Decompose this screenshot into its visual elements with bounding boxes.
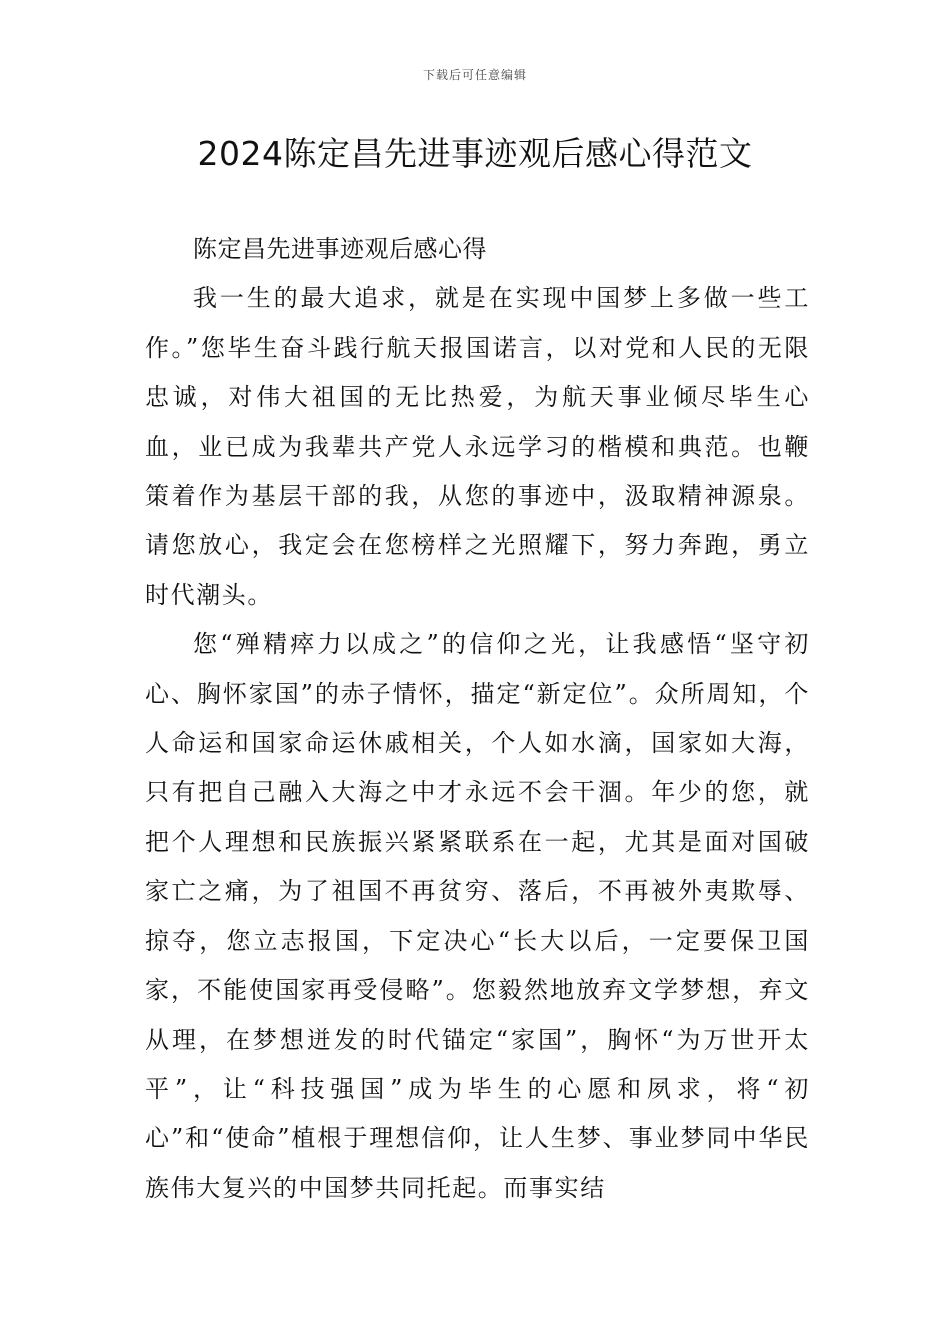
document-subtitle: 陈定昌先进事迹观后感心得 xyxy=(193,235,487,263)
body-paragraph: 我一生的最大追求，就是在实现中国梦上多做一些工作。”您毕生奋斗践行航天报国诺言，以对党和人民的无限忠诚，对伟大祖国的无比热爱，为航天事业倾尽毕生心血，业已成为我辈共产党人永远学习的楷模和典范。也鞭策着作为基层干部的我，从您的事迹中，汲取精神源泉。请您放心，我定会在您榜样之光照耀下，努力奔跑，勇立时代潮头。 xyxy=(145,284,810,609)
document-title: 2024陈定昌先进事迹观后感心得范文 xyxy=(197,134,753,173)
page-header-note: 下载后可任意编辑 xyxy=(422,68,527,82)
body-paragraph: 您“殚精瘁力以成之”的信仰之光，让我感悟“坚守初心、胸怀家国”的赤子情怀，描定“新定位”。众所周知，个人命运和国家命运休戚相关，个人如水滴，国家如大海，只有把自己融入大海之中才永远不会干涸。年少的您，就把个人理想和民族振兴紧紧联系在一起，尤其是面对国破家亡之痛，为了祖国不再贫穷、落后，不再被外夷欺辱、掠夺，您立志报国，下定决心“长大以后，一定要保卫国家，不能使国家再受侵略”。您毅然地放弃文学梦想，弃文从理，在梦想迸发的时代锚定“家国”，胸怀“为万世开太平”，让“科技强国”成为毕生的心愿和夙求，将“初心”和“使命”植根于理想信仰，让人生梦、事业梦同中华民族伟大复兴的中国梦共同托起。而事实结 xyxy=(145,630,810,1202)
document-body xyxy=(145,225,810,1213)
